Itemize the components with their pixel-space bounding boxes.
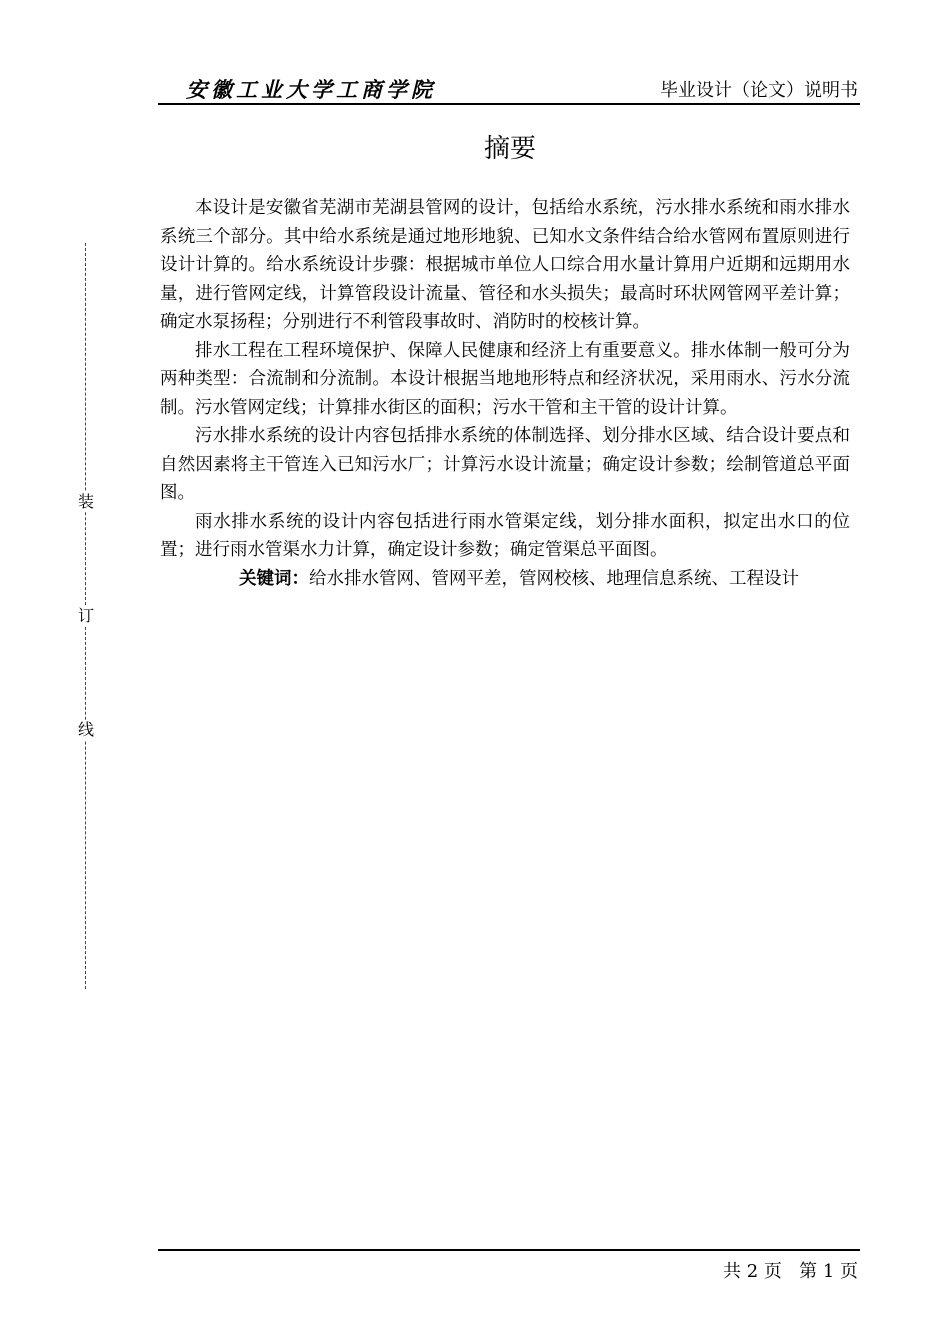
page-footer	[723, 1257, 858, 1283]
binding-char-ding: 订	[77, 606, 94, 625]
abstract-paragraph: 排水工程在工程环境保护、保障人民健康和经济上有重要意义。排水体制一般可分为两种类型：合流制和分流制。本设计根据当地地形特点和经济状况，采用雨水、污水分流制。污水管网定线；计算排水街区的面积；污水干管和主干管的设计计算。	[160, 340, 850, 418]
abstract-body	[160, 194, 850, 593]
keywords-label: 关键词：	[239, 568, 309, 589]
binding-char-xian: 线	[77, 720, 94, 739]
abstract-paragraph: 本设计是安徽省芜湖市芜湖县管网的设计，包括给水系统，污水排水系统和雨水排水系统三个部分。其中给水系统是通过地形地貌、已知水文条件结合给水管网布置原则进行设计计算的。给水系统设计步骤：根据城市单位人口综合用水量计算用户近期和远期用水量，进行管网定线，计算管段设计流量、管径和水头损失；最高时环状网管网平差计算；确定水泵扬程；分别进行不利管段事故时、消防时的校核计算。	[160, 198, 850, 332]
binding-char-zhuang: 装	[77, 492, 94, 511]
total-pages: 共 2 页	[723, 1261, 782, 1282]
keywords-line	[160, 565, 850, 594]
abstract-title: 摘要	[483, 134, 536, 164]
abstract-paragraph: 雨水排水系统的设计内容包括进行雨水管渠定线，划分排水面积，拟定出水口的位置；进行雨水管渠水力计算，确定设计参数；确定管渠总平面图。	[160, 511, 850, 560]
footer-rule	[158, 1249, 860, 1251]
school-name: 安徽工业大学工商学院	[186, 77, 436, 102]
current-page: 第 1 页	[799, 1261, 858, 1282]
document-type: 毕业设计（论文）说明书	[660, 80, 858, 101]
abstract-paragraph: 污水排水系统的设计内容包括排水系统的体制选择、划分排水区域、结合设计要点和自然因素将主干管连入已知污水厂；计算污水设计流量；确定设计参数；绘制管道总平面图。	[160, 426, 850, 503]
header-rule	[158, 103, 860, 105]
keywords-text: 给水排水管网、管网平差，管网校核、地理信息系统、工程设计	[309, 568, 799, 589]
